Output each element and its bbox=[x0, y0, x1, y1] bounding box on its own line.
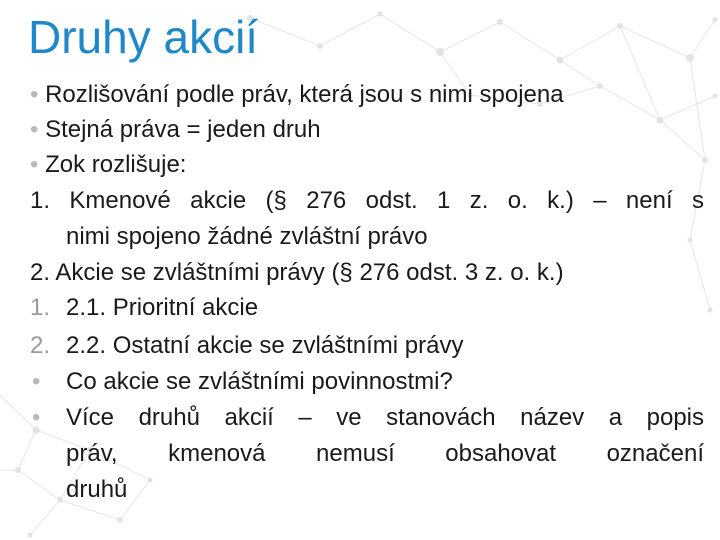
list-item bbox=[30, 293, 259, 323]
bullet-icon: • bbox=[30, 151, 39, 178]
list-item: 2. Akcie se zvláštními právy (§ 276 odst. 3 z. o. k.) bbox=[30, 259, 564, 286]
bullet-icon: • bbox=[32, 368, 41, 395]
list-number: 1. bbox=[30, 294, 51, 321]
list-item-text: Zok rozlišuje: bbox=[45, 151, 187, 178]
list-item-text: Rozlišování podle práv, která jsou s nimi spojena bbox=[45, 81, 564, 108]
list-item-text: Stejná práva = jeden druh bbox=[45, 116, 321, 143]
list-item-text: Více druhů akcií – ve stanovách název a popis bbox=[66, 404, 704, 431]
list-item-text: Co akcie se zvláštními povinnostmi? bbox=[66, 368, 453, 395]
list-item: 1. Kmenové akcie (§ 276 odst. 1 z. o. k.) – není s bbox=[30, 187, 704, 214]
bullet-icon: • bbox=[30, 116, 39, 143]
list-item-continuation: práv, kmenová nemusí obsahovat označení bbox=[66, 440, 704, 467]
list-number: 2. bbox=[30, 332, 51, 359]
list-item-text: 2.2. Ostatní akcie se zvláštními právy bbox=[66, 332, 464, 359]
list-item bbox=[30, 80, 564, 110]
list-item-continuation: nimi spojeno žádné zvláštní právo bbox=[66, 223, 428, 250]
list-item-continuation: druhů bbox=[66, 476, 128, 503]
list-item-text: 2.1. Prioritní akcie bbox=[66, 294, 259, 321]
list-item bbox=[30, 331, 464, 361]
bullet-icon: • bbox=[30, 81, 39, 108]
slide-title: Druhy akcií bbox=[28, 11, 259, 63]
list-item bbox=[30, 150, 186, 180]
bullet-icon: • bbox=[32, 404, 41, 431]
list-item bbox=[30, 115, 321, 145]
